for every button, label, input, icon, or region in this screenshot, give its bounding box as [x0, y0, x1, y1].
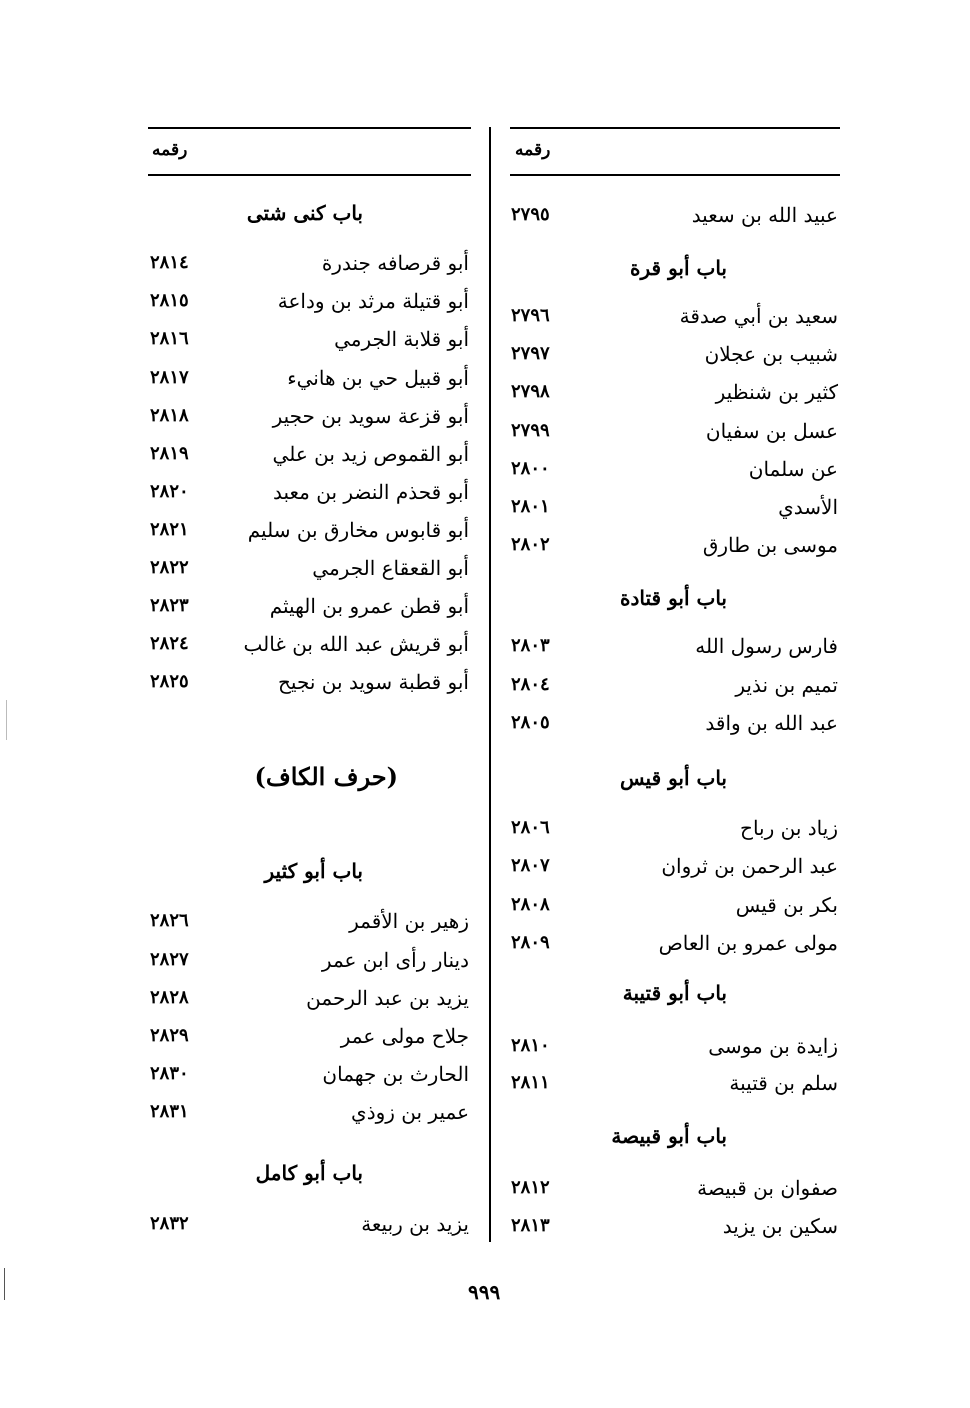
left-entry-name: يزيد بن ربيعة [361, 1212, 469, 1236]
right-entry-number: ٢٨٠٦ [511, 817, 550, 838]
left-entry-name: أبو قطن عمرو بن الهيثم [269, 594, 469, 618]
left-entry-number: ٢٨٢٦ [150, 910, 189, 931]
right-entry-name: الأسدي [778, 495, 838, 519]
right-entry-number: ٢٨١٢ [511, 1177, 550, 1198]
left-letter-title: (حرف الكاف) [254, 762, 398, 791]
left-entry-name: أبو قزعة سويد بن حجير [272, 404, 469, 428]
right-header-label: رقمه [515, 140, 551, 160]
left-entry-name: عمير بن زوذي [351, 1100, 469, 1124]
left-entry-name: أبو قطبة سويد بن نجيح [278, 670, 469, 694]
right-section-heading: باب أبو قرة [630, 256, 727, 280]
left-entry-name: أبو قتيلة مرثد بن وداعة [277, 289, 469, 313]
left-entry-number: ٢٨١٦ [150, 328, 189, 349]
left-entry-number: ٢٨٢٢ [150, 557, 189, 578]
left-entry-name: الحارث بن جهمان [322, 1062, 469, 1086]
right-entry-name: موسى بن طارق [702, 533, 838, 557]
left-entry-number: ٢٨٢٨ [150, 987, 189, 1008]
right-section-heading: باب أبو قتادة [620, 586, 727, 610]
left-entry-name: أبو القعقاع الجرمي [312, 556, 469, 580]
left-entry-number: ٢٨٢٤ [150, 633, 189, 654]
right-entry-name: سكين بن يزيد [722, 1214, 838, 1238]
right-entry-number: ٢٨١٠ [511, 1035, 550, 1056]
left-entry-name: زهير بن الأقمر [349, 909, 469, 933]
right-entry-name: شبيب بن عجلان [704, 342, 838, 366]
right-entry-name: سعيد بن أبي صدقة [679, 304, 838, 328]
left-header-label: رقمه [152, 140, 188, 160]
right-entry-name: تميم بن نذير [735, 673, 838, 697]
left-entry-name: أبو قرصافه جندرة [321, 251, 469, 275]
left-entry-number: ٢٨١٥ [150, 290, 189, 311]
right-entry-number: ٢٨١١ [511, 1072, 550, 1093]
left-entry-number: ٢٨٢٠ [150, 481, 189, 502]
left-section-heading: باب أبو كثير [264, 859, 363, 883]
left-entry-name: جلاح مولى عمر [340, 1024, 469, 1048]
left-entry-number: ٢٨٢٧ [150, 949, 189, 970]
right-entry-name: عبيد الله بن سعيد [691, 203, 838, 227]
left-entry-number: ٢٨٢٩ [150, 1025, 189, 1046]
right-entry-number: ٢٧٩٧ [511, 343, 550, 364]
right-header-rule [510, 174, 840, 176]
left-entry-number: ٢٨١٩ [150, 443, 189, 464]
right-entry-name: عن سلمان [748, 457, 838, 481]
right-entry-number: ٢٨٠٨ [511, 894, 550, 915]
left-section-heading: باب كنى شتى [246, 201, 363, 225]
right-entry-number: ٢٨٠٠ [511, 458, 550, 479]
right-entry-name: عسل بن سفيان [705, 419, 838, 443]
left-entry-number: ٢٨١٧ [150, 367, 189, 388]
scan-edge-mark [4, 1268, 5, 1300]
right-section-heading: باب أبو قبيصة [611, 1124, 727, 1148]
right-entry-number: ٢٧٩٩ [511, 420, 550, 441]
left-entry-name: أبو قابوس مخارق بن سليم [247, 518, 469, 542]
right-entry-name: كثير بن شنظير [715, 380, 838, 404]
right-entry-name: مولى عمرو بن العاص [658, 931, 838, 955]
right-entry-number: ٢٨٠١ [511, 496, 550, 517]
left-header-rule [148, 174, 471, 176]
column-divider [489, 127, 491, 1242]
right-entry-name: بكر بن قيس [735, 893, 838, 917]
right-entry-number: ٢٨٠٥ [511, 712, 550, 733]
right-section-heading: باب أبو قيس [620, 766, 727, 790]
right-entry-number: ٢٨٠٣ [511, 635, 550, 656]
left-entry-number: ٢٨٢٥ [150, 671, 189, 692]
left-entry-number: ٢٨٣٢ [150, 1213, 189, 1234]
left-entry-number: ٢٨٢١ [150, 519, 189, 540]
left-entry-name: أبو قحذم النضر بن معبد [273, 480, 469, 504]
page-number: ٩٩٩ [468, 1280, 501, 1304]
left-entry-name: أبو قلابة الجرمي [334, 327, 469, 351]
right-entry-number: ٢٨٠٢ [511, 534, 550, 555]
left-top-rule [148, 127, 471, 129]
right-entry-number: ٢٨٠٤ [511, 674, 550, 695]
right-entry-number: ٢٧٩٥ [511, 204, 550, 225]
right-entry-name: عبد الرحمن بن ثروان [661, 854, 838, 878]
right-entry-number: ٢٨٠٧ [511, 855, 550, 876]
right-entry-name: سلم بن قتيبة [729, 1071, 838, 1095]
right-entry-number: ٢٨٠٩ [511, 932, 550, 953]
left-entry-number: ٢٨٣١ [150, 1101, 189, 1122]
left-entry-name: دينار رأى ابن عمر [321, 948, 469, 972]
right-entry-name: عبد الله بن واقد [705, 711, 838, 735]
left-entry-number: ٢٨١٨ [150, 405, 189, 426]
right-entry-name: صفوان بن قبيصة [697, 1176, 838, 1200]
scan-edge-mark [6, 700, 7, 740]
left-section-heading: باب أبو كامل [255, 1161, 363, 1185]
right-entry-name: زياد بن رباح [740, 816, 838, 840]
left-entry-name: أبو قبيل حي بن هانيء [287, 366, 469, 390]
left-entry-number: ٢٨٣٠ [150, 1063, 189, 1084]
left-entry-name: أبو قريش عبد الله بن غالب [243, 632, 469, 656]
right-top-rule [510, 127, 840, 129]
left-entry-name: يزيد بن عبد الرحمن [306, 986, 469, 1010]
right-entry-number: ٢٧٩٦ [511, 305, 550, 326]
right-entry-number: ٢٧٩٨ [511, 381, 550, 402]
left-entry-number: ٢٨١٤ [150, 252, 189, 273]
left-entry-number: ٢٨٢٣ [150, 595, 189, 616]
right-entry-number: ٢٨١٣ [511, 1215, 550, 1236]
right-entry-name: فارس رسول الله [695, 634, 838, 658]
left-entry-name: أبو القموص زيد بن علي [272, 442, 469, 466]
right-section-heading: باب أبو قتيبة [622, 981, 727, 1005]
right-entry-name: زايدة بن موسى [708, 1034, 838, 1058]
